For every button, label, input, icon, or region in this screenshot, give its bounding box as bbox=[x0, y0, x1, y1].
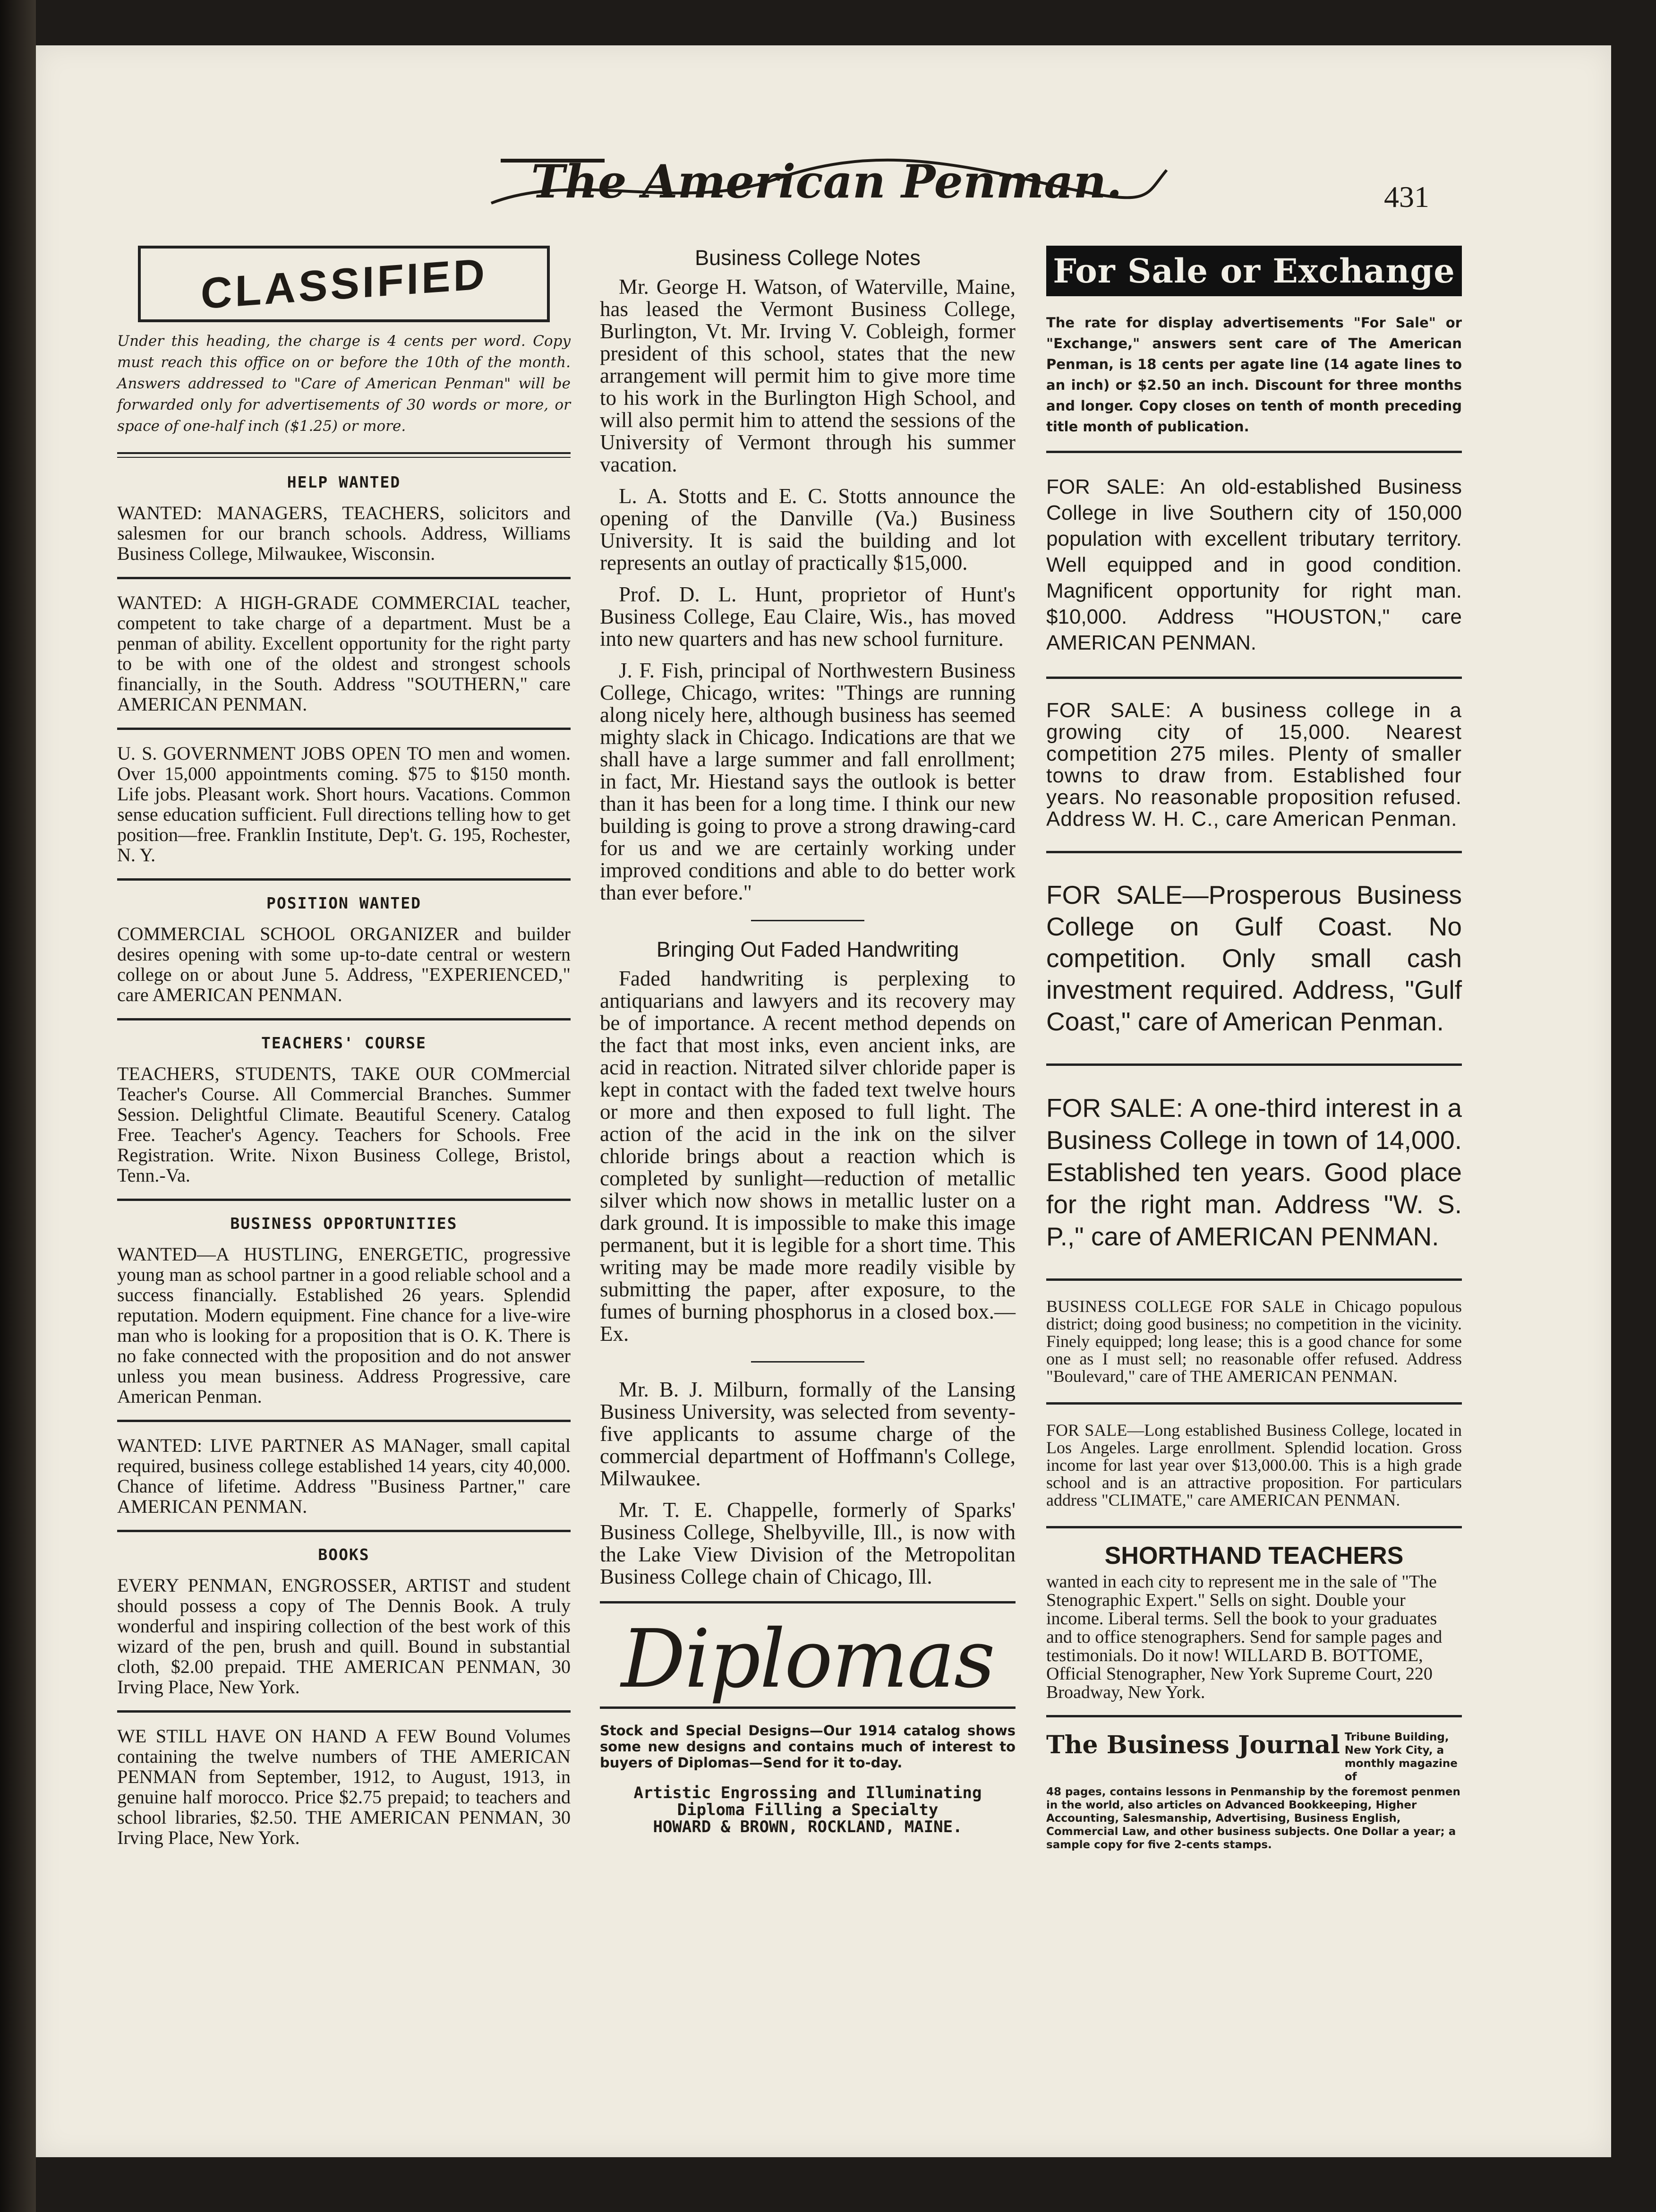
classified-intro: Under this heading, the charge is 4 cents per word. Copy must reach this office on or before the 10th of the month. Answers addressed to "Care of American Penman" will be forwarded only for advertisements of 30 words or more, or space of one-half inch ($1.25) or more. bbox=[117, 333, 571, 435]
business-opportunities-heading: BUSINESS OPPORTUNITIES bbox=[230, 1214, 458, 1233]
rate-notice: The rate for display advertisements "For Sale" or "Exchange," answers sent care of The American Penman, is 18 cents per agate line (14 agate lines to an inch) or $2.50 an inch. Discount for three months and longer. Copy closes on tenth of month preceding title month of publication. bbox=[1046, 315, 1462, 435]
notes-column bbox=[600, 246, 1016, 1835]
classified-ad: COMMERCIAL SCHOOL ORGANIZER and builder desires opening with some up-to-date central or western college on or about June 5. Address, "EXPERIENCED," care AMERICAN PENMAN. bbox=[117, 923, 571, 1005]
divider bbox=[751, 920, 864, 921]
for-sale-ad: FOR SALE—Prosperous Business College on Gulf Coast. No competition. Only small cash investment required. Address, "Gulf Coast," care of American Penman. bbox=[1046, 880, 1462, 1036]
divider bbox=[117, 1199, 571, 1201]
business-college-notes-heading: Business College Notes bbox=[695, 246, 921, 270]
divider bbox=[1046, 1063, 1462, 1066]
news-paragraph: Mr. George H. Watson, of Waterville, Maine, has leased the Vermont Business College, Burlington, Vt. Mr. Irving V. Cobleigh, former president of this school, states that the new arrangement will permit him to give more time to his work in the Burlington High School, and will also permit him to attend the sessions of the University of Vermont through his summer vacation. bbox=[600, 275, 1016, 476]
divider bbox=[600, 1601, 1016, 1603]
diplomas-line: Artistic Engrossing and Illuminating bbox=[633, 1783, 982, 1802]
divider bbox=[117, 1710, 571, 1713]
divider bbox=[1046, 1278, 1462, 1281]
classified-column bbox=[117, 246, 571, 1848]
diplomas-title: Diplomas bbox=[621, 1612, 994, 1706]
faded-handwriting-heading: Bringing Out Faded Handwriting bbox=[656, 937, 959, 961]
divider bbox=[1046, 851, 1462, 853]
news-paragraph: Prof. D. L. Hunt, proprietor of Hunt's Business College, Eau Claire, Wis., has moved into new quarters and has new school furniture. bbox=[600, 583, 1016, 651]
shorthand-teachers-title: SHORTHAND TEACHERS bbox=[1104, 1542, 1404, 1569]
classified-ad: WANTED: LIVE PARTNER AS MANager, small capital required, business college established 14 years, city 40,000. Chance of lifetime. Address "Business Partner," care AMERICAN PENMAN. bbox=[117, 1435, 571, 1517]
classified-ad: U. S. GOVERNMENT JOBS OPEN TO men and women. Over 15,000 appointments coming. $75 to $150 month. Life jobs. Pleasant work. Short hours. Vacations. Common sense education sufficient. Full directions telling how to get position—free. Franklin Institute, Dep't. G. 195, Rochester, N. Y. bbox=[117, 743, 571, 866]
for-sale-ad: FOR SALE: An old-established Business College in live Southern city of 150,000 population with excellent tributary territory. Well equipped and in good condition. Magnificent opportunity for right man. $10,000. Address "HOUSTON," care AMERICAN PENMAN. bbox=[1046, 475, 1462, 654]
teachers-course-heading: TEACHERS' COURSE bbox=[261, 1034, 427, 1052]
business-journal-body: 48 pages, contains lessons in Penmanship by the foremost penmen in the world, also articles on Advanced Bookkeeping, Higher Accounting, Salesmanship, Advertising, Business English, Commercial Law, and other business subjects. One Dollar a year; a sample copy for five 2-cents stamps. bbox=[1046, 1786, 1460, 1851]
diplomas-address: HOWARD & BROWN, ROCKLAND, MAINE. bbox=[653, 1818, 963, 1836]
for-sale-banner: For Sale or Exchange bbox=[1046, 246, 1462, 296]
masthead-logo bbox=[482, 142, 1171, 222]
classified-title: CLASSIFIED bbox=[200, 249, 487, 318]
divider bbox=[1046, 451, 1462, 453]
classified-ad: WANTED—A HUSTLING, ENERGETIC, progressive young man as school partner in a good reliable school and a success financially. Established 26 years. Splendid reputation. Modern equipment. Fine chance for a live-wire man who is looking for a proposition that is O. K. There is no fake connected with the proposition and do not answer unless you mean business. Address Progressive, care American Penman. bbox=[117, 1243, 571, 1407]
news-paragraph: Mr. B. J. Milburn, formally of the Lansing Business University, was selected from seventy-five applicants to assume charge of the commercial department of Hoffmann's College, Milwaukee. bbox=[600, 1378, 1016, 1490]
for-sale-column bbox=[1046, 246, 1462, 1862]
masthead-text: The American Penman. bbox=[531, 155, 1122, 208]
for-sale-ad: FOR SALE: A one-third interest in a Business College in town of 14,000. Established ten years. Good place for the right man. Address "W. S. P.," care of AMERICAN PENMAN. bbox=[1046, 1093, 1462, 1251]
divider bbox=[117, 1420, 571, 1422]
for-sale-ad: FOR SALE: A business college in a growing city of 15,000. Nearest competition 275 miles. Plenty of smaller towns to draw from. Established four years. No reasonable proposition refused. Address W. H. C., care American Penman. bbox=[1046, 699, 1462, 831]
divider bbox=[117, 878, 571, 881]
shorthand-teachers-body: wanted in each city to represent me in the sale of "The Stenographic Expert." Sells on sight. Double your income. Liberal terms. Sell the book to your graduates and to office stenographers. Send for sample pages and testimonials. Do it now! WILLARD B. BOTTOME, Official Stenographer, New York Supreme Court, 220 Broadway, New York. bbox=[1046, 1572, 1443, 1702]
books-heading: BOOKS bbox=[318, 1545, 370, 1564]
article-paragraph: Faded handwriting is perplexing to antiquarians and lawyers and its recovery may be of importance. A recent method depends on the fact that most inks, even ancient inks, are acid in reaction. Nitrated silver chloride paper is kept in contact with the faded text twelve hours or more and then exposed to full light. The action of the acid in the ink on the silver chloride brings about a reaction which is completed by sunlight—reduction of metallic silver which now shows in metallic luster on a dark ground. It is impossible to make this image permanent, but it is legible for a short time. This writing may be made more readily visible by submitting the paper, after exposure, to the fumes of burning phosphorus in a closed box.—Ex. bbox=[600, 967, 1016, 1346]
divider bbox=[1046, 1402, 1462, 1405]
news-paragraph: J. F. Fish, principal of Northwestern Business College, Chicago, writes: "Things are running along nicely here, although business has seemed mighty slack in Chicago. Indications are that we shall have a large summer and fall enrollment; in fact, Mr. Hiestand says the outlook is better than it has been for a long time. I think our new building is going to prove a strong drawing-card for us and we are certainly working under improved conditions and able to do better work than ever before." bbox=[600, 659, 1016, 904]
divider bbox=[1046, 1526, 1462, 1528]
for-sale-ad: BUSINESS COLLEGE FOR SALE in Chicago populous district; doing good business; no competition in the vicinity. Finely equipped; long lease; this is a good chance for some one as I must sell; no reasonable offer refused. Address "Boulevard," care of THE AMERICAN PENMAN. bbox=[1046, 1297, 1462, 1386]
divider bbox=[1046, 677, 1462, 679]
divider bbox=[117, 452, 571, 458]
news-paragraph: L. A. Stotts and E. C. Stotts announce the opening of the Danville (Va.) Business University. It is said the building and lot represents an outlay of practically $15,000. bbox=[600, 484, 1016, 574]
for-sale-ad: FOR SALE—Long established Business College, located in Los Angeles. Large enrollment. Splendid location. Gross income for last year over $13,000.00. This is a high grade school and is an attractive proposition. For particulars address "CLIMATE," care AMERICAN PENMAN. bbox=[1046, 1421, 1462, 1509]
business-journal-title: The Business Journal bbox=[1046, 1731, 1340, 1759]
divider bbox=[751, 1361, 864, 1363]
help-wanted-heading: HELP WANTED bbox=[287, 473, 401, 491]
classified-ad: EVERY PENMAN, ENGROSSER, ARTIST and student should possess a copy of The Dennis Book. A truly wonderful and inspiring collection of the best work of this wizard of the pen, brush and quill. Bound in substantial cloth, $2.00 prepaid. THE AMERICAN PENMAN, 30 Irving Place, New York. bbox=[117, 1575, 571, 1698]
divider bbox=[117, 728, 571, 730]
diplomas-line: Diploma Filling a Specialty bbox=[677, 1800, 939, 1819]
business-journal-address: Tribune Building, New York City, a monthly magazine of bbox=[1344, 1731, 1458, 1783]
diplomas-description: Stock and Special Designs—Our 1914 catalog shows some new designs and contains much of interest to buyers of Diplomas—Send for it to-day. bbox=[600, 1723, 1016, 1771]
divider bbox=[117, 1530, 571, 1532]
classified-ad: TEACHERS, STUDENTS, TAKE OUR COMmercial Teacher's Course. All Commercial Branches. Summer Session. Delightful Climate. Beautiful Scenery. Catalog Free. Teacher's Agency. Teachers for Schools. Free Registration. Write. Nixon Business College, Bristol, Tenn.-Va. bbox=[117, 1063, 571, 1186]
divider bbox=[1046, 1715, 1462, 1717]
news-paragraph: Mr. T. E. Chappelle, formerly of Sparks' Business College, Shelbyville, Ill., is now with the Lake View Division of the Metropolitan Business College chain of Chicago, Ill. bbox=[600, 1498, 1016, 1588]
classified-ad: WANTED: MANAGERS, TEACHERS, solicitors and salesmen for our branch schools. Address, Williams Business College, Milwaukee, Wisconsin. bbox=[117, 502, 571, 564]
position-wanted-heading: POSITION WANTED bbox=[266, 894, 421, 912]
divider bbox=[600, 1706, 1016, 1709]
divider bbox=[117, 1018, 571, 1020]
page-number: 431 bbox=[1384, 180, 1429, 214]
classified-ad: WE STILL HAVE ON HAND A FEW Bound Volumes containing the twelve numbers of THE AMERICAN PENMAN from September, 1912, to August, 1913, in genuine half morocco. Price $2.75 prepaid; to teachers and school libraries, $2.50. THE AMERICAN PENMAN, 30 Irving Place, New York. bbox=[117, 1725, 571, 1848]
classified-ad: WANTED: A HIGH-GRADE COMMERCIAL teacher, competent to take charge of a department. Must be a penman of ability. Excellent opportunity for the right party to be with one of the oldest and strongest schools financially, in the South. Address "SOUTHERN," care AMERICAN PENMAN. bbox=[117, 592, 571, 715]
binding-gutter bbox=[0, 0, 36, 2212]
business-journal-ad bbox=[1046, 1731, 1462, 1783]
classified-banner bbox=[138, 246, 550, 322]
divider bbox=[117, 577, 571, 579]
